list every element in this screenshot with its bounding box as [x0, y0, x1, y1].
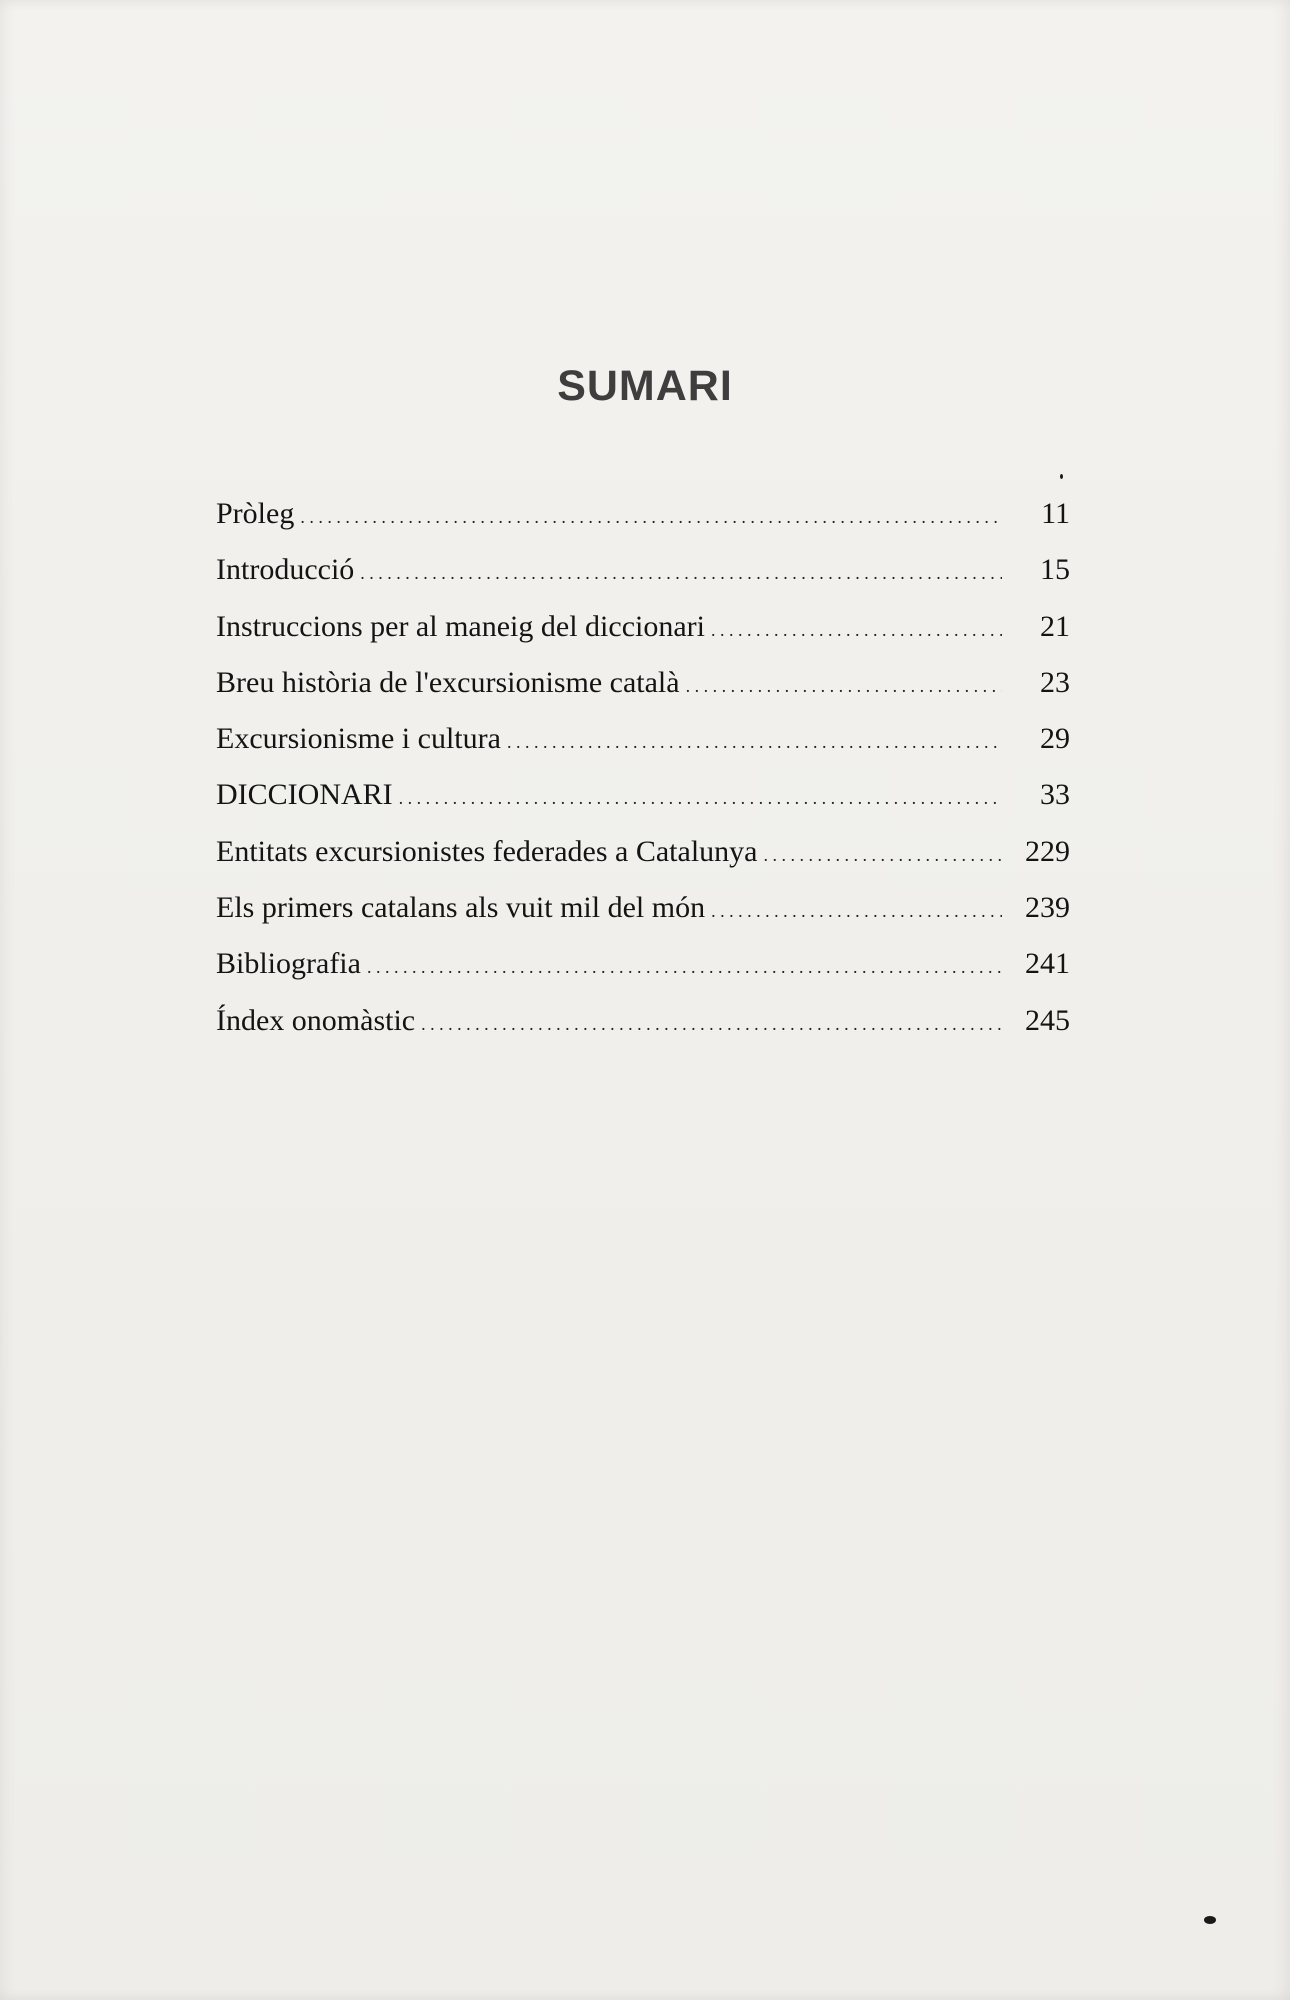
- page-title: SUMARI: [557, 362, 733, 410]
- dot-leader: [399, 767, 1002, 826]
- toc-entry-page: 239: [1025, 891, 1070, 925]
- ink-speck: [1204, 1916, 1216, 1924]
- toc-entry-page: 241: [1025, 947, 1070, 981]
- dot-leader: [711, 880, 1002, 939]
- toc-entry-page: 33: [1040, 778, 1070, 812]
- dot-leader: [507, 711, 1002, 770]
- toc-entry-label: Excursionisme i cultura: [216, 722, 501, 756]
- toc-entry-page: 11: [1041, 497, 1070, 530]
- toc-entry-label: Entitats excursionistes federades a Catalunya: [216, 834, 758, 868]
- dot-leader: [300, 486, 1002, 545]
- toc-entry-page: 229: [1025, 834, 1070, 868]
- dot-leader: [367, 936, 1002, 995]
- toc-entry-label: Els primers catalans als vuit mil del món: [216, 891, 706, 925]
- toc-entry-page: 15: [1040, 553, 1070, 587]
- toc-entry: [216, 993, 1070, 1049]
- toc-entry-label: DICCIONARI: [216, 778, 393, 812]
- toc-entry-label: Índex onomàstic: [216, 1003, 416, 1037]
- toc-entry-label: Introducció: [216, 553, 355, 587]
- toc-entry: [216, 824, 1070, 880]
- toc-entry: [216, 599, 1070, 655]
- toc-entry: [216, 767, 1070, 823]
- toc-entry: [216, 542, 1070, 598]
- toc-entry-label: Breu història de l'excursionisme català: [216, 665, 680, 699]
- toc-entry-page: 29: [1040, 722, 1070, 756]
- toc-entry: [216, 936, 1070, 992]
- toc-entry: [216, 655, 1070, 711]
- dot-leader: [686, 655, 1002, 714]
- dot-leader: [421, 993, 1002, 1052]
- toc-entry: [216, 486, 1070, 542]
- dot-leader: [711, 599, 1002, 658]
- table-of-contents: [216, 486, 1070, 1049]
- dot-leader: [360, 542, 1002, 601]
- toc-entry-page: 245: [1025, 1003, 1070, 1037]
- toc-entry-page: 23: [1040, 665, 1070, 699]
- toc-entry-label: Bibliografia: [216, 947, 361, 981]
- ink-speck: [1060, 474, 1063, 479]
- toc-entry-label: Pròleg: [216, 497, 295, 530]
- dot-leader: [763, 824, 1002, 883]
- toc-entry-page: 21: [1040, 609, 1070, 643]
- toc-entry-label: Instruccions per al maneig del diccionari: [216, 609, 705, 643]
- toc-entry: [216, 711, 1070, 767]
- toc-entry: [216, 880, 1070, 936]
